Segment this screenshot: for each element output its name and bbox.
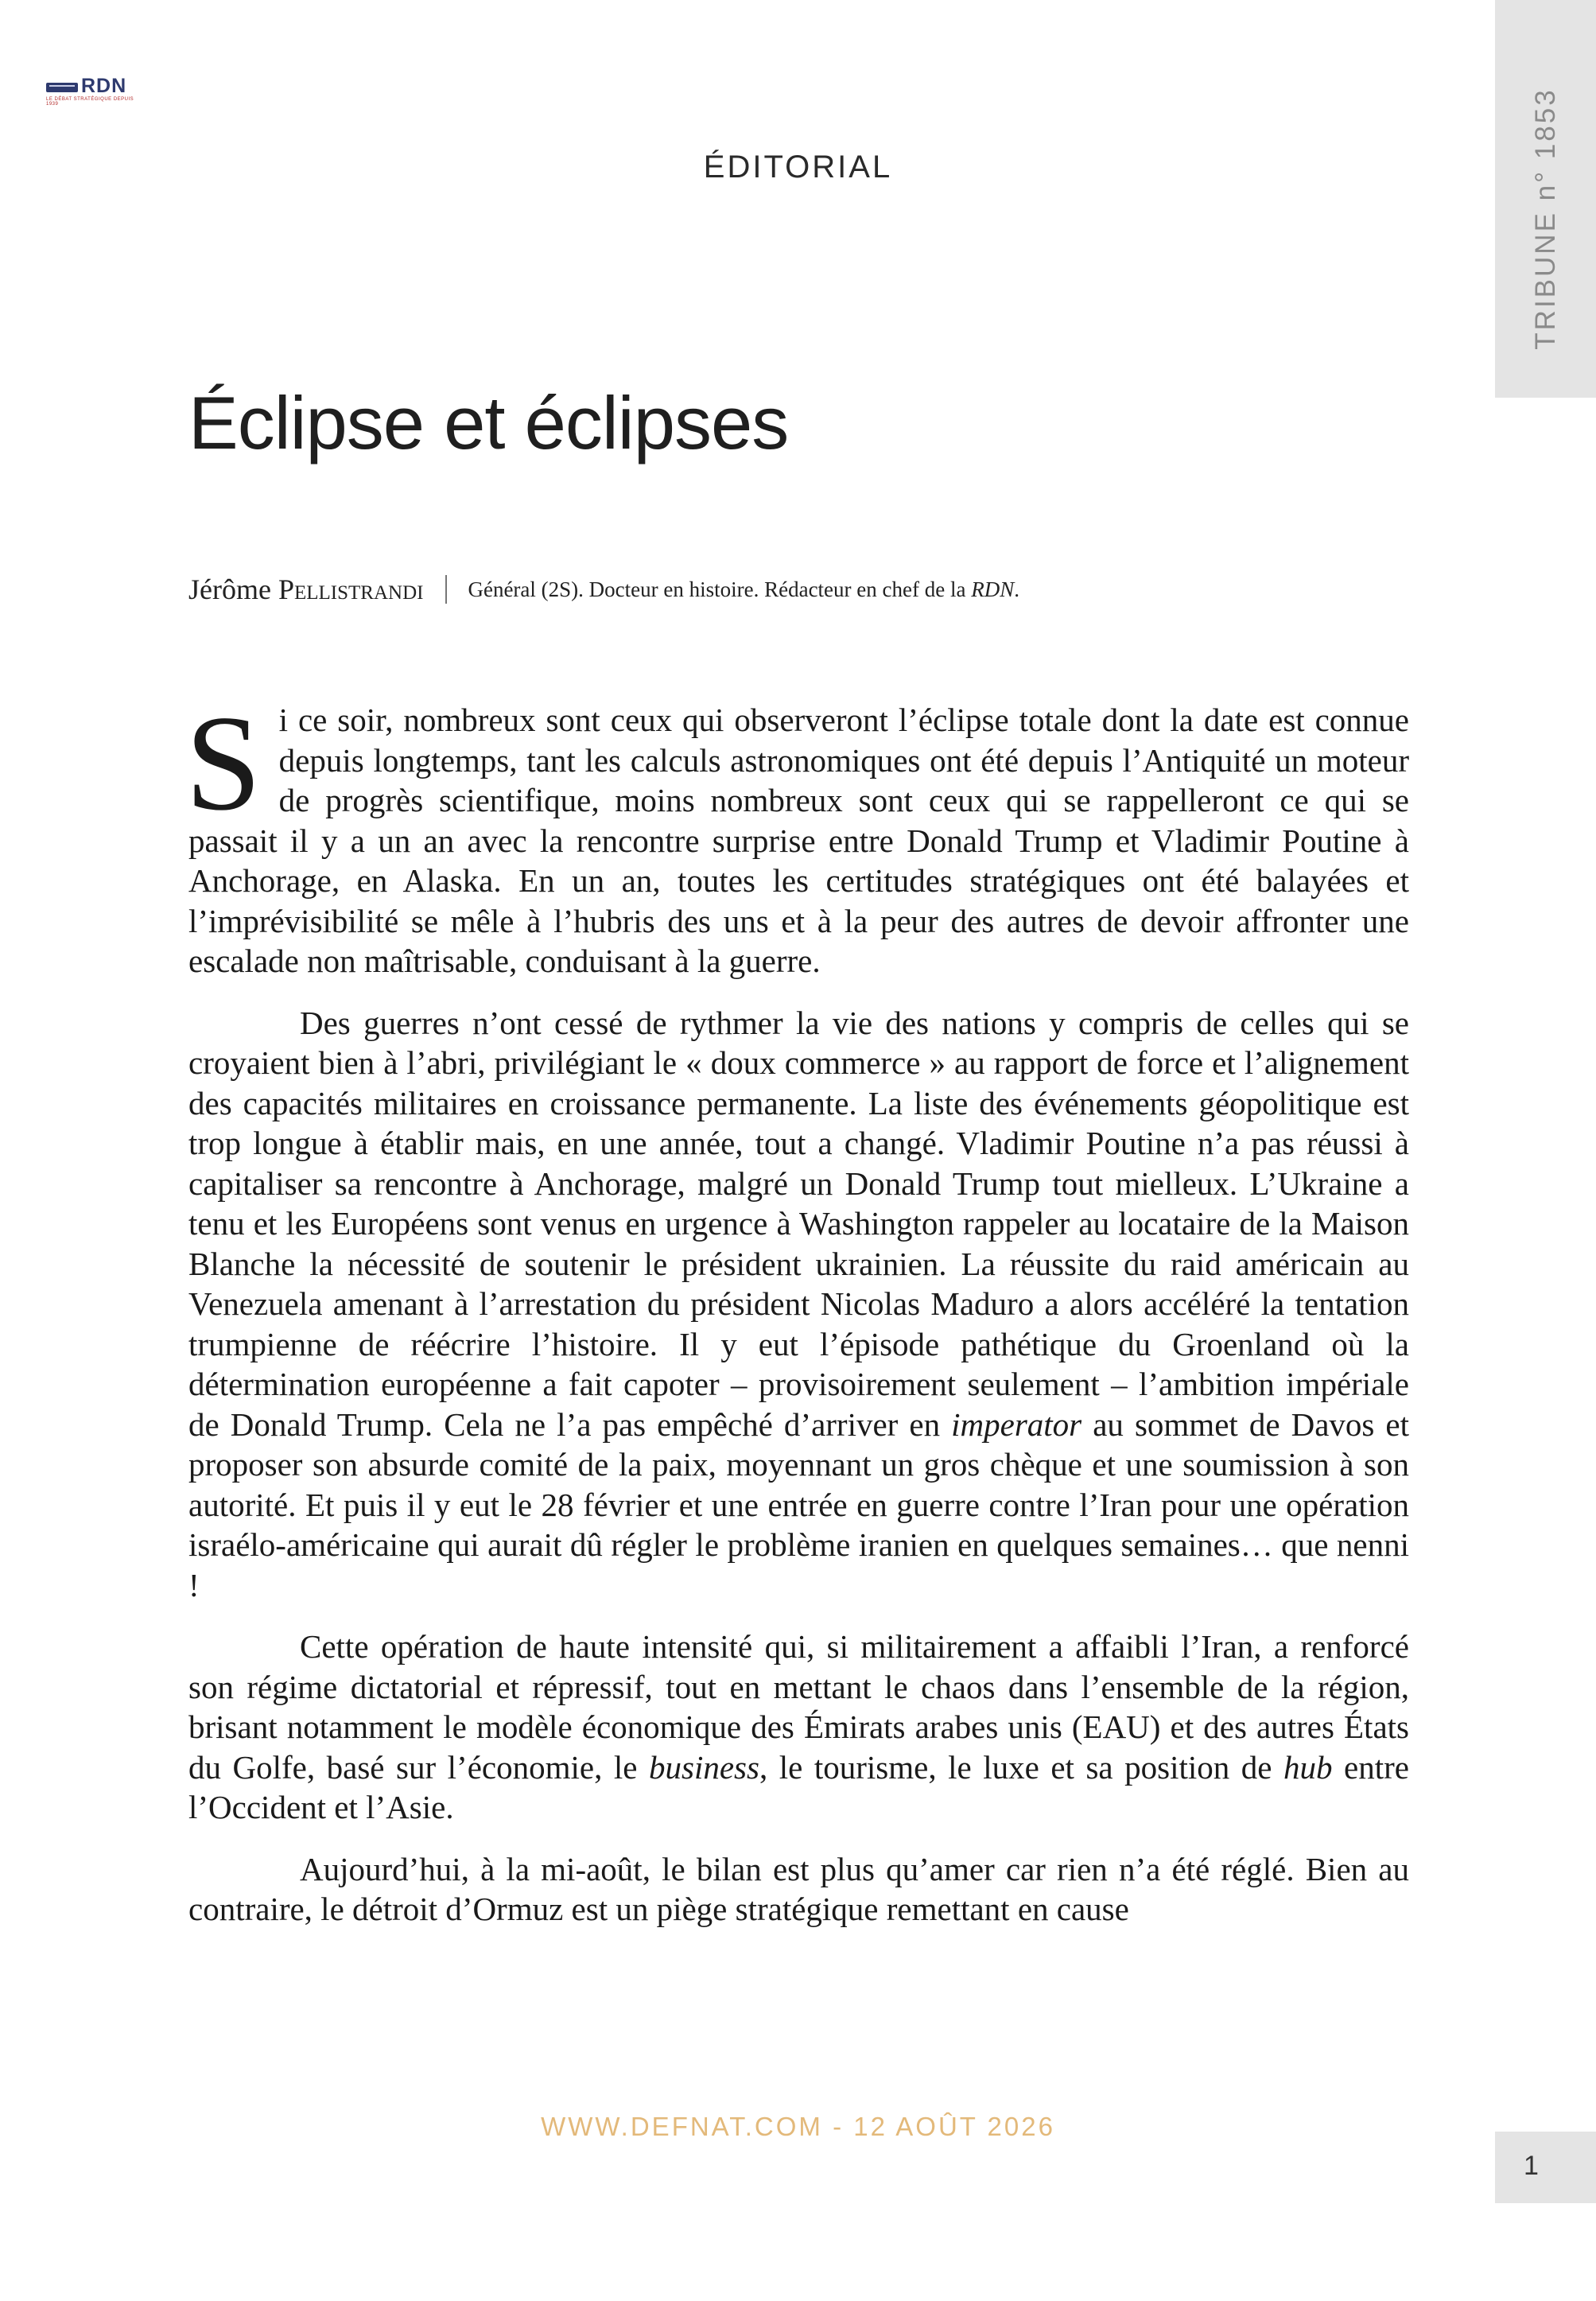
footer-url-date <box>0 2112 1596 2142</box>
author-role-publication: RDN <box>971 577 1015 601</box>
paragraph-3-text-a: Cette opération de haute intensité qui, si militairement a affaibli l’Iran, a renforcé son régime dictatorial et répressif, tout en mettant le chaos dans l’ensemble de la région, brisant notamment le modèle économique des Émirats arabes unis (EAU) et des autres États du Golfe, basé sur l’économie, le <box>188 1628 1409 1786</box>
rdn-logo-mark <box>46 83 78 92</box>
paragraph-3-italic-2: hub <box>1283 1748 1333 1786</box>
page-number: 1 <box>1524 2151 1539 2181</box>
paragraph-3-text-b: , le tourisme, le luxe et sa position de <box>759 1748 1284 1786</box>
author-first-name: Jérôme <box>188 573 271 605</box>
author-name <box>188 573 423 606</box>
byline <box>188 573 1019 606</box>
rdn-logo-tagline: LE DÉBAT STRATÉGIQUE DEPUIS 1939 <box>46 97 134 107</box>
paragraph-3 <box>188 1627 1409 1828</box>
paragraph-1-text: i ce soir, nombreux sont ceux qui observeront l’éclipse totale dont la date est connue depuis longtemps, tant les calculs astronomiques ont été depuis l’Antiquité un moteur de progrès scientifique, moins nombreux sont ceux qui se rappelleront ce qui se passait il y a un an avec la rencontre surprise entre Donald Trump et Vladimir Poutine à Anchorage, en Alaska. En un an, toutes les certitudes stratégiques ont été balayées et l’imprévisibilité se mêle à l’hubris des uns et à la peur des autres de devoir affronter une escalade non maîtrisable, conduisant à la guerre. <box>188 702 1409 979</box>
author-role-text: Général (2S). Docteur en histoire. Rédacteur en chef de la <box>468 577 972 601</box>
tribune-number: TRIBUNE n° 1853 <box>1529 87 1561 350</box>
paragraph-4-text: Aujourd’hui, à la mi-août, le bilan est plus qu’amer car rien n’a été réglé. Bien au contraire, le détroit d’Ormuz est un piège stratégique remettant en cause <box>188 1850 1409 1927</box>
paragraph-3-italic-1: business <box>648 1748 759 1786</box>
rdn-logo <box>46 75 143 107</box>
rdn-logo-text: RDN <box>81 75 127 97</box>
paragraph-2 <box>188 1003 1409 1606</box>
author-role <box>468 577 1019 602</box>
paragraph-4 <box>188 1849 1409 1930</box>
tribune-sidebar <box>1495 0 1596 398</box>
author-role-end: . <box>1014 577 1019 601</box>
paragraph-2-italic: imperator <box>951 1405 1082 1443</box>
rubric-label: ÉDITORIAL <box>703 150 893 185</box>
paragraph-1 <box>185 688 1409 981</box>
page-number-box <box>1495 2132 1596 2203</box>
author-last-name: Pellistrandi <box>278 573 424 605</box>
paragraph-2-text-b: au sommet de Davos et proposer son absurde comité de la paix, moyennant un gros chèque et une soumission à son autorité. Et puis il y eut le 28 février et une entrée en guerre contre l’Iran pour une opération israélo-américaine qui aurait dû régler le problème iranien en quelques semaines… que nenni ! <box>188 1405 1410 1603</box>
byline-separator <box>445 575 447 604</box>
paragraph-2-text-a: Des guerres n’ont cessé de rythmer la vie des nations y compris de celles qui se croyaient bien à l’abri, privilégiant le « doux commerce » au rapport de force et l’alignement des capacités militaires en croissance permanente. La liste des événements géopolitique est trop longue à établir mais, en une année, tout a changé. Vladimir Poutine n’a pas réussi à capitaliser sa rencontre à Anchorage, malgré un Donald Trump tout mielleux. L’Ukraine a tenu et les Européens sont venus en urgence à Washington rappeler au locataire de la Maison Blanche la nécessité de soutenir le président ukrainien. La réussite du raid américain au Venezuela amenant à l’arrestation du président Nicolas Maduro a alors accéléré la tentation trumpienne de réécrire l’histoire. Il y eut l’épisode pathétique du Groenland où la détermination européenne a fait capoter – provisoirement seulement – l’ambition impériale de Donald Trump. Cela ne l’a pas empêché d’arriver en <box>188 1004 1409 1443</box>
paragraph-3-text-c: entre l’Occident et l’Asie. <box>188 1748 1409 1825</box>
article-title: Éclipse et éclipses <box>188 381 789 464</box>
article-body <box>185 688 1410 1951</box>
drop-cap: S <box>185 688 262 839</box>
footer-link[interactable]: WWW.DEFNAT.COM - 12 AOÛT 2026 <box>541 2112 1055 2141</box>
